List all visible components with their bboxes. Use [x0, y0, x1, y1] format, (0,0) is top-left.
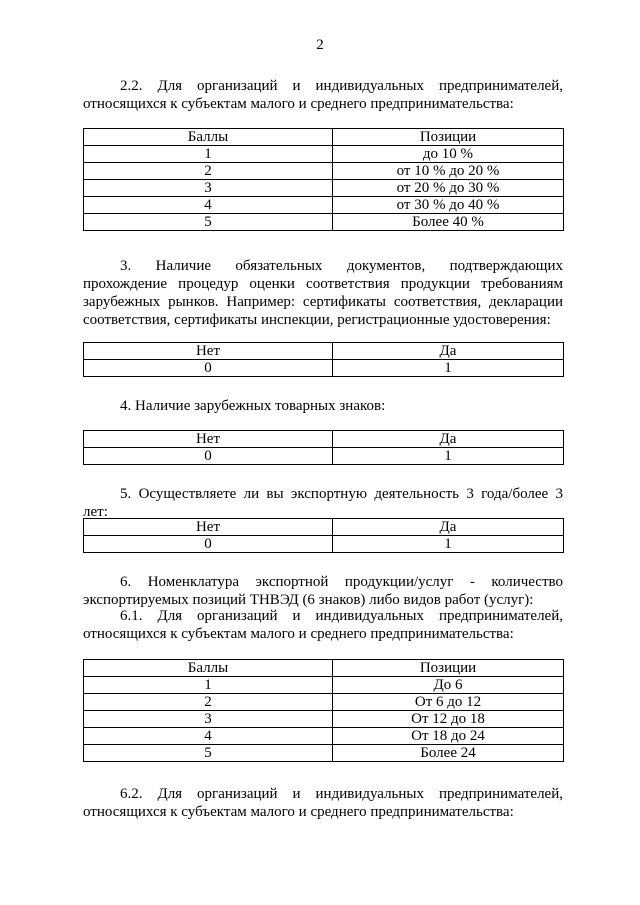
- table-row: [84, 180, 564, 197]
- table-cell: Более 40 %: [333, 214, 564, 231]
- table-row: [84, 711, 564, 728]
- table-2-2: [83, 128, 564, 231]
- table-cell: от 20 % до 30 %: [333, 180, 564, 197]
- table-header: Да: [333, 431, 564, 448]
- table-row: [84, 728, 564, 745]
- table-3: [83, 342, 564, 377]
- table-cell: От 18 до 24: [333, 728, 564, 745]
- table-row: [84, 448, 564, 465]
- table-cell: 5: [84, 214, 333, 231]
- table-cell: 0: [84, 360, 333, 377]
- page-number: 2: [316, 37, 324, 53]
- table-header: Баллы: [84, 660, 333, 677]
- table-row: [84, 677, 564, 694]
- table-header: Да: [333, 343, 564, 360]
- table-cell: 0: [84, 536, 333, 553]
- table-cell: 1: [333, 448, 564, 465]
- paragraph-5: 5. Осуществляете ли вы экспортную деятельность 3 года/более 3 лет:: [83, 486, 563, 520]
- paragraph-2-2: 2.2. Для организаций и индивидуальных предпринимателей, относящихся к субъектам малого и среднего предпринимательства:: [83, 78, 563, 112]
- table-row: [84, 536, 564, 553]
- table-cell: 2: [84, 163, 333, 180]
- table-row: [84, 146, 564, 163]
- table-row: [84, 745, 564, 762]
- table-cell: 1: [333, 536, 564, 553]
- table-header: Позиции: [333, 129, 564, 146]
- table-cell: Более 24: [333, 745, 564, 762]
- table-cell: 4: [84, 197, 333, 214]
- table-cell: 1: [84, 677, 333, 694]
- table-cell: До 6: [333, 677, 564, 694]
- table-header: Баллы: [84, 129, 333, 146]
- table-4: [83, 430, 564, 465]
- table-cell: 1: [84, 146, 333, 163]
- table-cell: От 6 до 12: [333, 694, 564, 711]
- table-cell: 3: [84, 180, 333, 197]
- table-cell: 3: [84, 711, 333, 728]
- table-header: Нет: [84, 519, 333, 536]
- table-cell: От 12 до 18: [333, 711, 564, 728]
- table-cell: до 10 %: [333, 146, 564, 163]
- table-cell: от 10 % до 20 %: [333, 163, 564, 180]
- table-5: [83, 518, 564, 553]
- paragraph-6-1: 6.1. Для организаций и индивидуальных предпринимателей, относящихся к субъектам малого и среднего предпринимательства:: [83, 608, 563, 642]
- table-cell: 1: [333, 360, 564, 377]
- paragraph-3: 3. Наличие обязательных документов, подтверждающих прохождение процедур оценки соответствия продукции требованиям зарубежных рынков. Например: сертификаты соответствия, декларации соответствия, сертификаты инспекции, регистрационные удостоверения:: [83, 258, 563, 328]
- table-header: Нет: [84, 431, 333, 448]
- table-header: Да: [333, 519, 564, 536]
- table-cell: 4: [84, 728, 333, 745]
- table-row: [84, 197, 564, 214]
- table-header: Позиции: [333, 660, 564, 677]
- paragraph-4: 4. Наличие зарубежных товарных знаков:: [120, 398, 386, 414]
- table-cell: 5: [84, 745, 333, 762]
- table-row: [84, 360, 564, 377]
- table-cell: 2: [84, 694, 333, 711]
- table-6-1: [83, 659, 564, 762]
- paragraph-6: 6. Номенклатура экспортной продукции/услуг - количество экспортируемых позиций ТНВЭД (6 знаков) либо видов работ (услуг):: [83, 574, 563, 608]
- paragraph-6-2: 6.2. Для организаций и индивидуальных предпринимателей, относящихся к субъектам малого и среднего предпринимательства:: [83, 786, 563, 820]
- table-row: [84, 694, 564, 711]
- table-cell: от 30 % до 40 %: [333, 197, 564, 214]
- table-cell: 0: [84, 448, 333, 465]
- table-row: [84, 163, 564, 180]
- table-row: [84, 214, 564, 231]
- table-header: Нет: [84, 343, 333, 360]
